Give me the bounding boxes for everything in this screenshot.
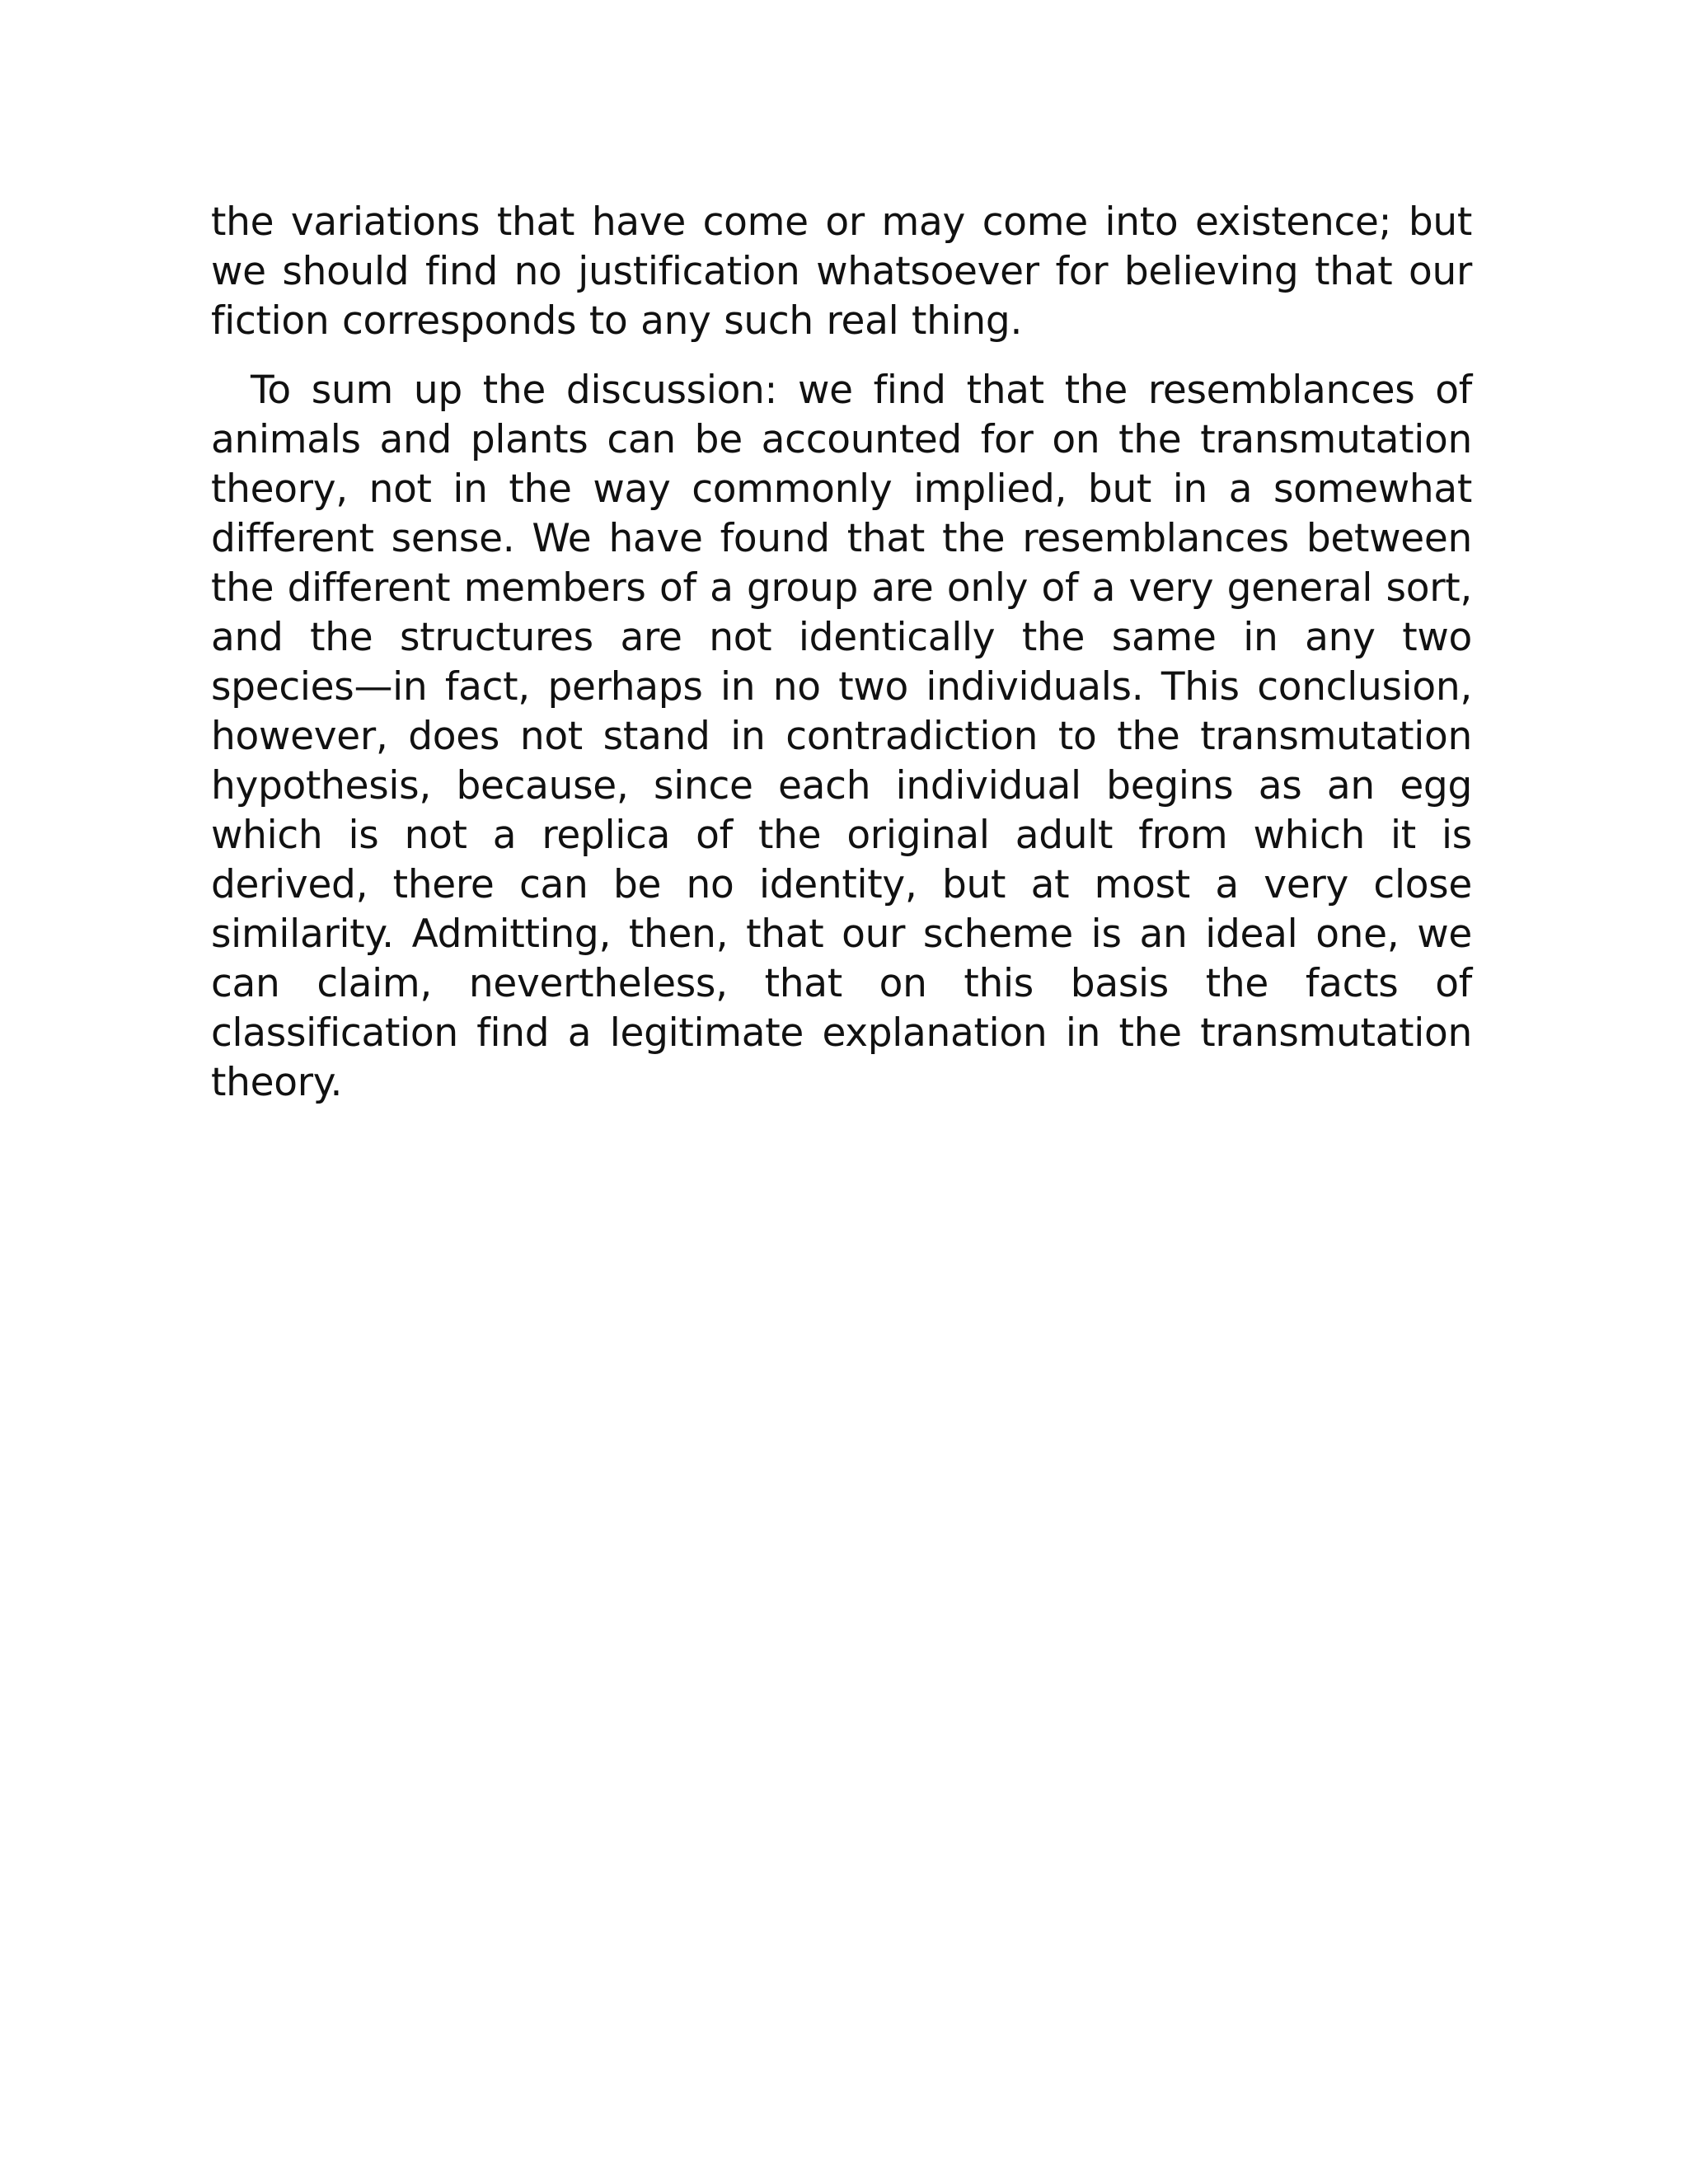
body-text — [211, 198, 1472, 1108]
paragraph-continuation: the variations that have come or may come into existence; but we should find no justification whatsoever for believing that our fiction corresponds to any such real thing. — [211, 199, 1472, 344]
paragraph-summary: To sum up the discussion: we find that the resemblances of animals and plants can be accounted for on the transmutation theory, not in the way commonly implied, but in a somewhat different sense. We have found that the resemblances between the different members of a group are only of a very general sort, and the structures are not identically the same in any two species—in fact, perhaps in no two individuals. This conclusion, however, does not stand in contradiction to the transmutation hypothesis, because, since each individual begins as an egg which is not a replica of the original adult from which it is derived, there can be no identity, but at most a very close similarity. Admitting, then, that our scheme is an ideal one, we can claim, nevertheless, that on this basis the facts of classification find a legitimate explanation in the transmutation theory. — [211, 368, 1472, 1105]
